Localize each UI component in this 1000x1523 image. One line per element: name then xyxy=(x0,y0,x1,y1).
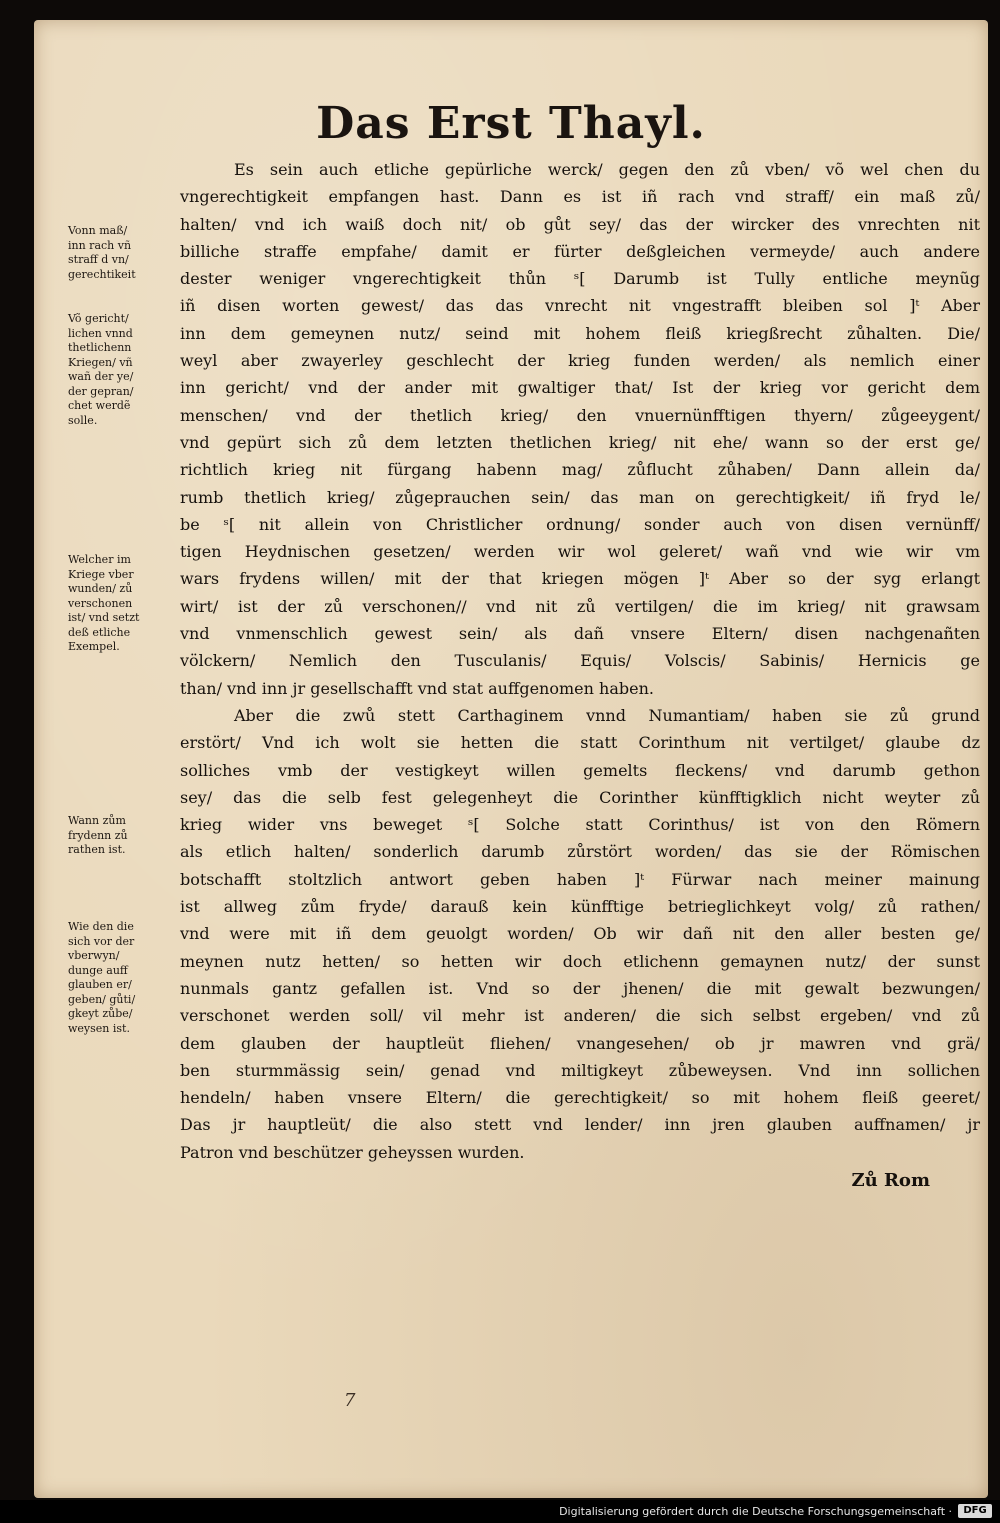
marginal-line: straff d vn/ xyxy=(68,253,129,266)
marginal-line: weysen ist. xyxy=(68,1021,130,1035)
marginal-note-5 xyxy=(68,920,190,1036)
marginal-line: Kriege vber xyxy=(68,567,134,581)
body-line: dester weniger vngerechtigkeit thůn ˢ[ Darumb ist Tully entliche meynũg xyxy=(180,269,980,289)
marginal-line: Vonn maß/ xyxy=(68,224,128,237)
marginal-line: ist/ vnd setzt xyxy=(68,611,140,624)
marginal-line: inn rach vñ xyxy=(68,238,132,252)
body-line: sey/ das die selb fest gelegenheyt die Corinther künfftigklich nicht weyter zů xyxy=(180,787,980,807)
dfg-logo-icon: DFG xyxy=(958,1504,992,1518)
body-line: wars frydens willen/ mit der that kriegen mögen ]ᵗ Aber so der syg erlangt xyxy=(180,569,980,589)
marginal-note-1 xyxy=(68,224,190,282)
body-line: weyl aber zwayerley geschlecht der krieg funden werden/ als nemlich einer xyxy=(180,351,980,371)
marginal-line: solle. xyxy=(68,413,98,427)
body-line: billiche straffe empfahe/ damit er fürter deßgleichen vermeyde/ auch andere xyxy=(180,241,980,261)
body-line: menschen/ vnd der thetlich krieg/ den vnuernünfftigen thyern/ zůgeeygent/ xyxy=(180,405,980,425)
body-line: inn dem gemeynen nutz/ seind mit hohem fleiß kriegßrecht zůhalten. Die/ xyxy=(180,323,980,343)
body-line: hendeln/ haben vnsere Eltern/ die gerechtigkeit/ so mit hohem fleiß geeret/ xyxy=(180,1088,980,1108)
body-line: Das jr hauptleüt/ die also stett vnd lender/ inn jren glauben auffnamen/ jr xyxy=(180,1115,980,1135)
body-line: vngerechtigkeit empfangen hast. Dann es ist iñ rach vnd straff/ ein maß zů/ xyxy=(180,187,980,207)
page-heading: Das Erst Thayl. xyxy=(316,98,706,149)
marginal-line: gerechtikeit xyxy=(68,267,136,281)
body-line: wirt/ ist der zů verschonen// vnd nit zů vertilgen/ die im krieg/ nit grawsam xyxy=(180,596,980,616)
body-line: Es sein auch etliche gepürliche werck/ gegen den zů vben/ võ wel chen du xyxy=(234,160,980,179)
body-line: Patron vnd beschützer geheyssen wurden. xyxy=(180,1142,525,1162)
body-line: vnd vnmenschlich gewest sein/ als dañ vnsere Eltern/ disen nachgenañten xyxy=(180,624,980,644)
body-line: ist allweg zům fryde/ darauß kein künfftige betrieglichkeyt volg/ zů rathen/ xyxy=(180,897,980,917)
body-line: als etlich halten/ sonderlich darumb zůrstört worden/ das sie der Römischen xyxy=(180,842,980,862)
body-line: erstört/ Vnd ich wolt sie hetten die statt Corinthum nit vertilget/ glaube dz xyxy=(180,733,980,753)
body-line: solliches vmb der vestigkeyt willen gemelts fleckens/ vnd darumb gethon xyxy=(180,760,980,780)
body-line: than/ vnd inn jr gesellschafft vnd stat auffgenomen haben. xyxy=(180,678,654,698)
body-line: dem glauben der hauptleüt fliehen/ vnangesehen/ ob jr mawren vnd grä/ xyxy=(180,1033,980,1053)
book-page xyxy=(34,20,988,1498)
body-line: verschonet werden soll/ vil mehr ist anderen/ die sich selbst ergeben/ vnd zů xyxy=(180,1006,980,1026)
body-line: halten/ vnd ich waiß doch nit/ ob gůt sey/ das der wircker des vnrechten nit xyxy=(180,214,980,234)
marginal-line: vberwyn/ xyxy=(68,949,120,962)
marginal-line: Võ gericht/ xyxy=(68,312,129,325)
marginal-line: dunge auff xyxy=(68,963,128,977)
body-line: vnd gepürt sich zů dem letzten thetlichen krieg/ nit ehe/ wann so der erst ge/ xyxy=(180,432,980,452)
body-line: nunmals gantz gefallen ist. Vnd so der jhenen/ die mit gewalt bezwungen/ xyxy=(180,978,980,998)
body-line: völckern/ Nemlich den Tusculanis/ Equis/ Volscis/ Sabinis/ Hernicis ge xyxy=(180,651,980,671)
marginal-line: geben/ gůti/ xyxy=(68,992,136,1006)
marginal-note-3 xyxy=(68,553,190,655)
marginal-line: frydenn zů xyxy=(68,828,128,842)
body-line: iñ disen worten gewest/ das das vnrecht nit vngestrafft bleiben sol ]ᵗ Aber xyxy=(180,296,980,316)
body-line: be ˢ[ nit allein von Christlicher ordnung/ sonder auch von disen vernünff/ xyxy=(180,514,980,534)
marginal-line: wunden/ zů xyxy=(68,582,133,595)
marginal-line: Exempel. xyxy=(68,640,120,653)
marginal-line: lichen vnnd xyxy=(68,326,133,340)
body-line: richtlich krieg nit fürgang habenn mag/ zůflucht zůhaben/ Dann allein da/ xyxy=(180,460,980,480)
body-line: meynen nutz hetten/ so hetten wir doch etlichenn gemaynen nutz/ der sunst xyxy=(180,951,980,971)
marginal-line: glauben er/ xyxy=(68,978,132,991)
body-line: ben sturmmässig sein/ genad vnd miltigkeyt zůbeweysen. Vnd inn sollichen xyxy=(180,1060,980,1080)
body-line: inn gericht/ vnd der ander mit gwaltiger that/ Ist der krieg vor gericht dem xyxy=(180,378,980,398)
body-line: rumb thetlich krieg/ zůgeprauchen sein/ das man on gerechtigkeit/ iñ fryd le/ xyxy=(180,487,980,507)
marginal-line: gkeyt zůbe/ xyxy=(68,1007,133,1020)
body-line: Aber die zwů stett Carthaginem vnnd Numantiam/ haben sie zů grund xyxy=(234,705,980,725)
body-line: krieg wider vns beweget ˢ[ Solche statt Corinthus/ ist von den Römern xyxy=(180,815,980,835)
body-text xyxy=(180,156,980,1166)
catchword: Zů Rom xyxy=(851,1170,930,1191)
marginal-line: rathen ist. xyxy=(68,843,126,856)
body-line: tigen Heydnischen gesetzen/ werden wir wol geleret/ wañ vnd wie wir vm xyxy=(180,542,980,562)
body-line: botschafft stoltzlich antwort geben haben ]ᵗ Fürwar nach meiner mainung xyxy=(180,869,980,889)
marginal-line: thetlichenn xyxy=(68,341,132,354)
marginal-line: deß etliche xyxy=(68,625,131,639)
marginal-line: wañ der ye/ xyxy=(68,370,134,383)
marginal-line: der gepran/ xyxy=(68,384,134,398)
marginal-line: Kriegen/ vñ xyxy=(68,355,133,369)
marginal-line: Welcher im xyxy=(68,553,131,566)
marginal-line: Wie den die xyxy=(68,920,134,933)
digitization-footer xyxy=(0,1500,1000,1523)
marginal-note-4 xyxy=(68,814,190,858)
marginal-line: chet werdẽ xyxy=(68,399,131,412)
marginal-line: Wann zům xyxy=(68,814,126,827)
folio-number: 7 xyxy=(344,1390,356,1411)
funding-credit: Digitalisierung gefördert durch die Deutsche Forschungsgemeinschaft · xyxy=(559,1505,952,1518)
marginal-line: sich vor der xyxy=(68,934,135,948)
marginal-note-2 xyxy=(68,312,190,428)
marginal-line: verschonen xyxy=(68,596,133,610)
body-line: vnd were mit iñ dem geuolgt worden/ Ob wir dañ nit den aller besten ge/ xyxy=(180,924,980,944)
